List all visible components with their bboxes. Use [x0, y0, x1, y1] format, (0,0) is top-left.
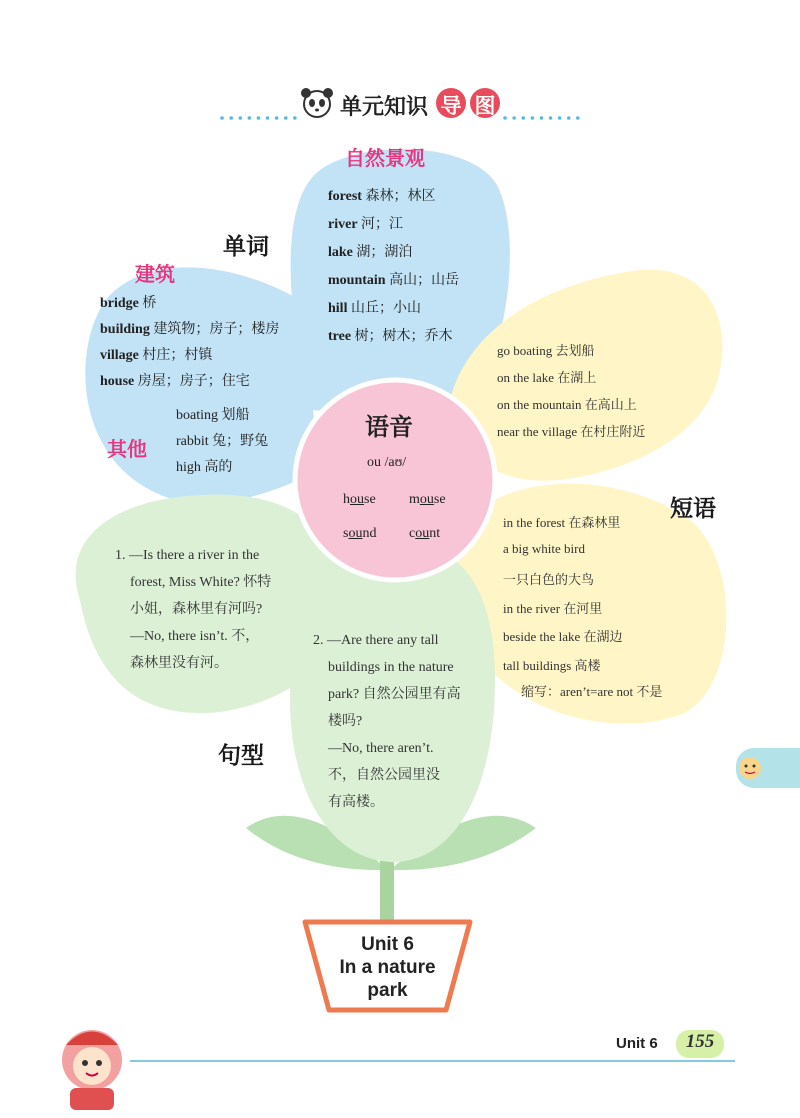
pot-title: Unit 6 In a nature park: [339, 934, 436, 1001]
list-item: building 建筑物；房子；楼房: [100, 322, 280, 337]
other-title: 其他: [107, 439, 147, 461]
phrase-item: in the forest 在森林里: [503, 515, 621, 530]
list-item: house 房屋；房子；住宅: [100, 374, 250, 389]
phrase-item: on the mountain 在高山上: [497, 397, 637, 412]
phonics-word: mouse: [409, 492, 446, 507]
side-tab-face-icon: [739, 757, 761, 779]
panda-icon: [301, 88, 333, 117]
phrase-item: near the village 在村庄附近: [497, 424, 646, 439]
phrase-item: beside the lake 在湖边: [503, 629, 623, 644]
list-item: high 高的: [176, 460, 233, 475]
list-item: river 河；江: [328, 217, 404, 232]
sentence-line: —No, there isn’t. 不，: [130, 629, 260, 644]
phrase-note: 缩写：aren’t=are not 不是: [521, 684, 663, 699]
sentence-line: buildings in the nature: [328, 660, 454, 675]
sentence-line: 不，自然公园里没: [328, 768, 440, 783]
phrase-item: in the river 在河里: [503, 601, 603, 616]
sentence-line: 森林里没有河。: [130, 656, 228, 671]
list-item: mountain 高山；山岳: [328, 273, 460, 288]
phonics-word: count: [409, 526, 441, 541]
category-words: 单词: [223, 233, 269, 259]
sentence-line: 有高楼。: [328, 795, 384, 810]
list-item: hill 山丘；小山: [328, 301, 421, 316]
header-title-badge-2: 图: [474, 95, 496, 118]
list-item: bridge 桥: [100, 296, 157, 311]
sentence-line: park? 自然公园里有高: [328, 687, 461, 702]
list-item: forest 森林；林区: [328, 189, 436, 204]
category-sentences: 句型: [218, 742, 264, 768]
list-item: lake 湖；湖泊: [328, 245, 413, 260]
header-title: 单元知识: [340, 94, 429, 119]
header-title-badge-1: 导: [440, 95, 462, 118]
phonics-title: 语音: [365, 414, 413, 441]
phrase-item: on the lake 在湖上: [497, 370, 597, 385]
sentence-line: 楼吗?: [328, 714, 363, 729]
footer-unit: Unit 6: [616, 1035, 658, 1052]
phrase-item: 一只白色的大鸟: [503, 572, 595, 587]
sentence-line: 小姐，森林里有河吗?: [130, 602, 263, 617]
phrase-item: a big white bird: [503, 541, 585, 556]
phrase-item: go boating 去划船: [497, 343, 595, 358]
page-number: 155: [685, 1031, 715, 1052]
phrase-item: tall buildings 高楼: [503, 658, 601, 673]
list-item: village 村庄；村镇: [100, 348, 213, 363]
mascot-icon: [62, 1030, 122, 1110]
category-phrases: 短语: [670, 495, 716, 521]
sentence-line: 2. —Are there any tall: [313, 633, 439, 648]
list-item: rabbit 兔；野兔: [176, 434, 269, 449]
sentence-line: —No, there aren’t.: [328, 741, 434, 756]
phonics-word: sound: [343, 526, 377, 541]
phonics-pattern: ou /aʊ/: [367, 455, 407, 470]
phonics-word: house: [343, 492, 376, 507]
sentence-line: forest, Miss White? 怀特: [130, 575, 272, 590]
building-title: 建筑: [135, 264, 175, 286]
nature-title: 自然景观: [345, 148, 425, 170]
list-item: boating 划船: [176, 408, 250, 423]
list-item: tree 树；树木；乔木: [328, 329, 453, 344]
sentence-line: 1. —Is there a river in the: [115, 548, 260, 563]
